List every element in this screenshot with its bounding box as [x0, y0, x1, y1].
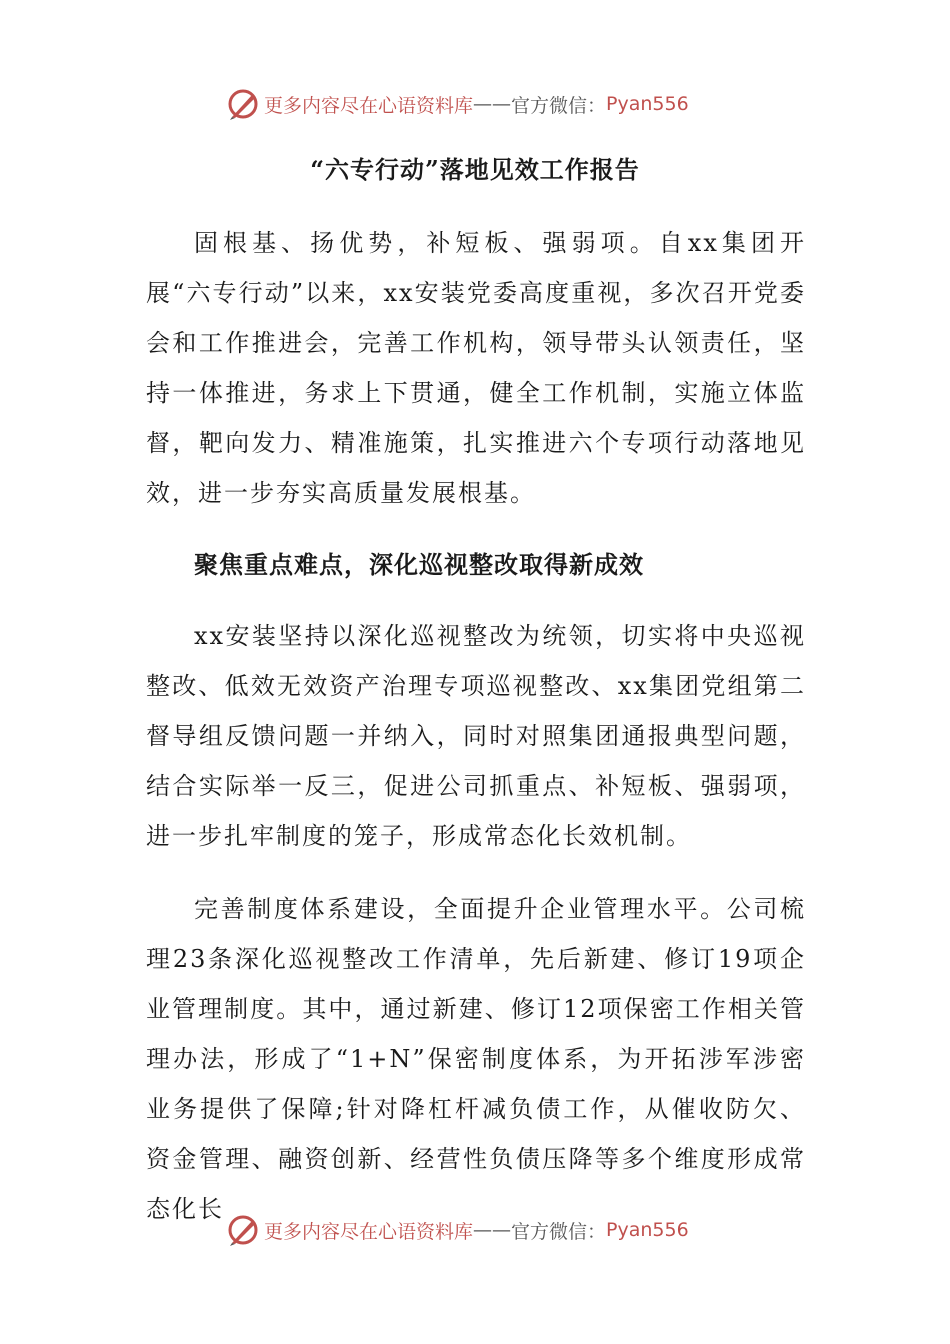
watermark-official-label: 官方微信：: [511, 94, 607, 117]
watermark-wechat-id: Pyan556: [606, 93, 689, 115]
paragraph-intro: 固根基、扬优势，补短板、强弱项。自xx集团开展“六专行动”以来，xx安装党委高度重视，多次召开党委会和工作推进会，完善工作机构，领导带头认领责任，坚持一体推进，务求上下贯通，健全工作机制，实施立体监督，靶向发力、精准施策，扎实推进六个专项行动落地见效，进一步夯实高质量发展根基。: [146, 229, 806, 507]
pen-logo-icon: [226, 87, 260, 121]
watermark-official-label: 官方微信：: [511, 1220, 607, 1243]
watermark-footer: [226, 1212, 689, 1248]
watermark-brand-text: 更多内容尽在心语资料库: [264, 1220, 474, 1243]
paragraph-inspection-rectification: xx安装坚持以深化巡视整改为统领，切实将中央巡视整改、低效无效资产治理专项巡视整改、xx集团党组第二督导组反馈问题一并纳入，同时对照集团通报典型问题，结合实际举一反三，促进公司抓重点、补短板、强弱项，进一步扎牢制度的笼子，形成常态化长效机制。: [146, 622, 806, 850]
watermark-header: [226, 86, 689, 122]
pen-logo-icon: [226, 1213, 260, 1247]
watermark-brand-text: 更多内容尽在心语资料库: [264, 94, 474, 117]
section-heading: 聚焦重点难点，深化巡视整改取得新成效: [194, 550, 644, 579]
watermark-separator: ——: [473, 1219, 512, 1241]
watermark-separator: ——: [473, 93, 512, 115]
paragraph-institutional-system: 完善制度体系建设，全面提升企业管理水平。公司梳理23条深化巡视整改工作清单，先后新建、修订19项企业管理制度。其中，通过新建、修订12项保密工作相关管理办法，形成了“1+N”保密制度体系，为开拓涉军涉密业务提供了保障;针对降杠杆减负债工作，从催收防欠、资金管理、融资创新、经营性负债压降等多个维度形成常态化长: [146, 895, 806, 1223]
watermark-wechat-id: Pyan556: [606, 1219, 689, 1241]
document-title: “六专行动”落地见效工作报告: [310, 155, 640, 184]
